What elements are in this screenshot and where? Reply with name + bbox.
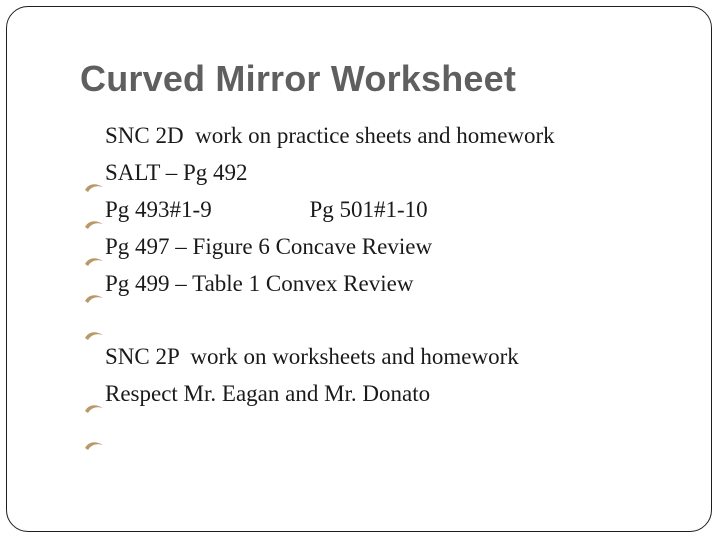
- bullet-item: [84, 375, 555, 412]
- swoosh-bullet-icon: [84, 350, 104, 364]
- bullet-list: [84, 117, 555, 412]
- bullet-item: [84, 265, 555, 302]
- swoosh-bullet-icon: [84, 203, 104, 217]
- bullet-item: [84, 191, 555, 228]
- bullet-text: SNC 2D work on practice sheets and homework: [105, 122, 555, 148]
- bullet-item: [84, 228, 555, 265]
- swoosh-bullet-icon: [84, 387, 104, 401]
- bullet-item: [84, 117, 555, 154]
- bullet-text: SALT – Pg 492: [105, 159, 248, 185]
- swoosh-bullet-icon: [84, 129, 104, 143]
- bullet-item: [84, 154, 555, 191]
- swoosh-bullet-icon: [84, 166, 104, 180]
- swoosh-bullet-icon: [84, 277, 104, 291]
- bullet-text: Respect Mr. Eagan and Mr. Donato: [105, 380, 431, 406]
- slide-title: Curved Mirror Worksheet: [80, 58, 517, 99]
- bullet-text: Pg 493#1-9 Pg 501#1-10: [105, 196, 428, 222]
- bullet-item: [84, 338, 555, 375]
- bullet-text: SNC 2P work on worksheets and homework: [105, 343, 519, 369]
- bullet-text: Pg 499 – Table 1 Convex Review: [105, 270, 414, 296]
- bullet-text: Pg 497 – Figure 6 Concave Review: [105, 233, 433, 259]
- swoosh-bullet-icon: [84, 240, 104, 254]
